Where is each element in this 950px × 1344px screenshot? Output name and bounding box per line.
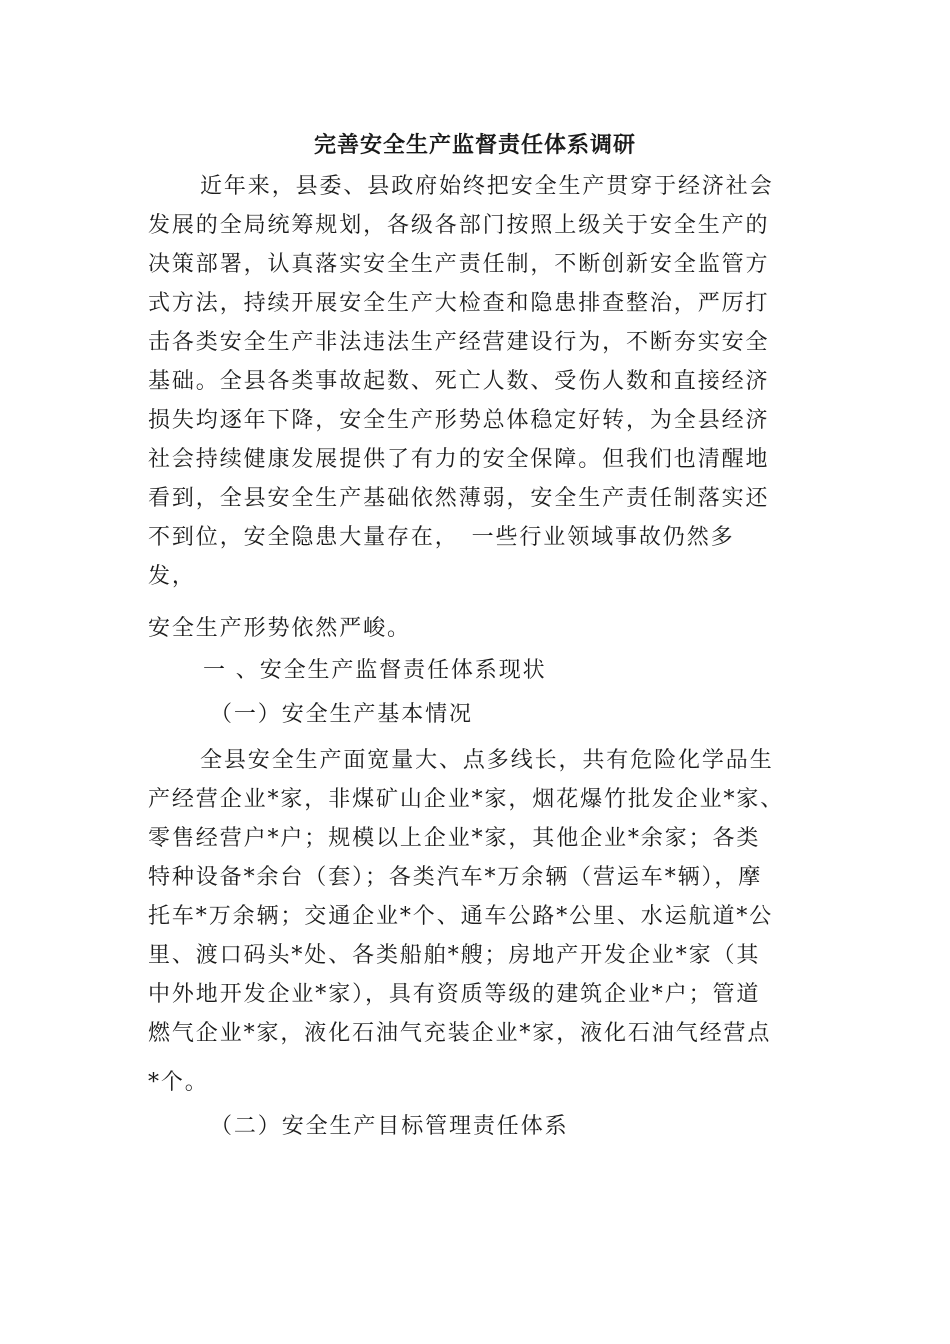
document-title: 完善安全生产监督责任体系调研 xyxy=(313,132,636,158)
para1-line-10: 不到位，安全隐患大量存在， 一些行业领域事故仍然多 xyxy=(148,525,735,550)
para1-line-12: 安全生产形势依然严峻。 xyxy=(148,616,411,641)
para1-line-6: 基础。全县各类事故起数、死亡人数、受伤人数和直接经济 xyxy=(148,369,770,394)
para2-line-9: *个。 xyxy=(148,1070,209,1095)
para1-line-7: 损失均逐年下降，安全生产形势总体稳定好转，为全县经济 xyxy=(148,408,770,433)
para2-line-8: 燃气企业*家，液化石油气充装企业*家，液化石油气经营点 xyxy=(148,1021,772,1046)
para1-line-1: 近年来，县委、县政府始终把安全生产贯穿于经济社会 xyxy=(200,174,774,199)
para1-line-8: 社会持续健康发展提供了有力的安全保障。但我们也清醒地 xyxy=(148,447,770,472)
para2-line-2: 产经营企业*家，非煤矿山企业*家，烟花爆竹批发企业*家、 xyxy=(148,787,785,812)
para2-line-1: 全县安全生产面宽量大、点多线长，共有危险化学品生 xyxy=(200,748,774,773)
subsection-heading-1: （一）安全生产基本情况 xyxy=(210,702,473,727)
para1-line-2: 发展的全局统筹规划，各级各部门按照上级关于安全生产的 xyxy=(148,213,770,238)
para2-line-7: 中外地开发企业*家），具有资质等级的建筑企业*户；管道 xyxy=(148,982,761,1007)
para1-line-11: 发， xyxy=(148,564,196,589)
para2-line-3: 零售经营户*户；规模以上企业*家，其他企业*余家；各类 xyxy=(148,826,761,851)
para2-line-5: 托车*万余辆；交通企业*个、通车公路*公里、水运航道*公 xyxy=(148,904,774,929)
para1-line-3: 决策部署，认真落实安全生产责任制，不断创新安全监管方 xyxy=(148,252,770,277)
para1-line-9: 看到，全县安全生产基础依然薄弱，安全生产责任制落实还 xyxy=(148,486,770,511)
para1-line-5: 击各类安全生产非法违法生产经营建设行为，不断夯实安全 xyxy=(148,330,770,355)
para2-line-6: 里、渡口码头*处、各类船舶*艘；房地产开发企业*家（其 xyxy=(148,943,761,968)
para1-line-4: 式方法，持续开展安全生产大检查和隐患排查整治，严厉打 xyxy=(148,291,770,316)
section-heading-1: 一 、安全生产监督责任体系现状 xyxy=(203,658,547,683)
para2-line-4: 特种设备*余台（套）；各类汽车*万余辆（营运车*辆），摩 xyxy=(148,865,763,890)
subsection-heading-2: （二）安全生产目标管理责任体系 xyxy=(210,1114,569,1139)
